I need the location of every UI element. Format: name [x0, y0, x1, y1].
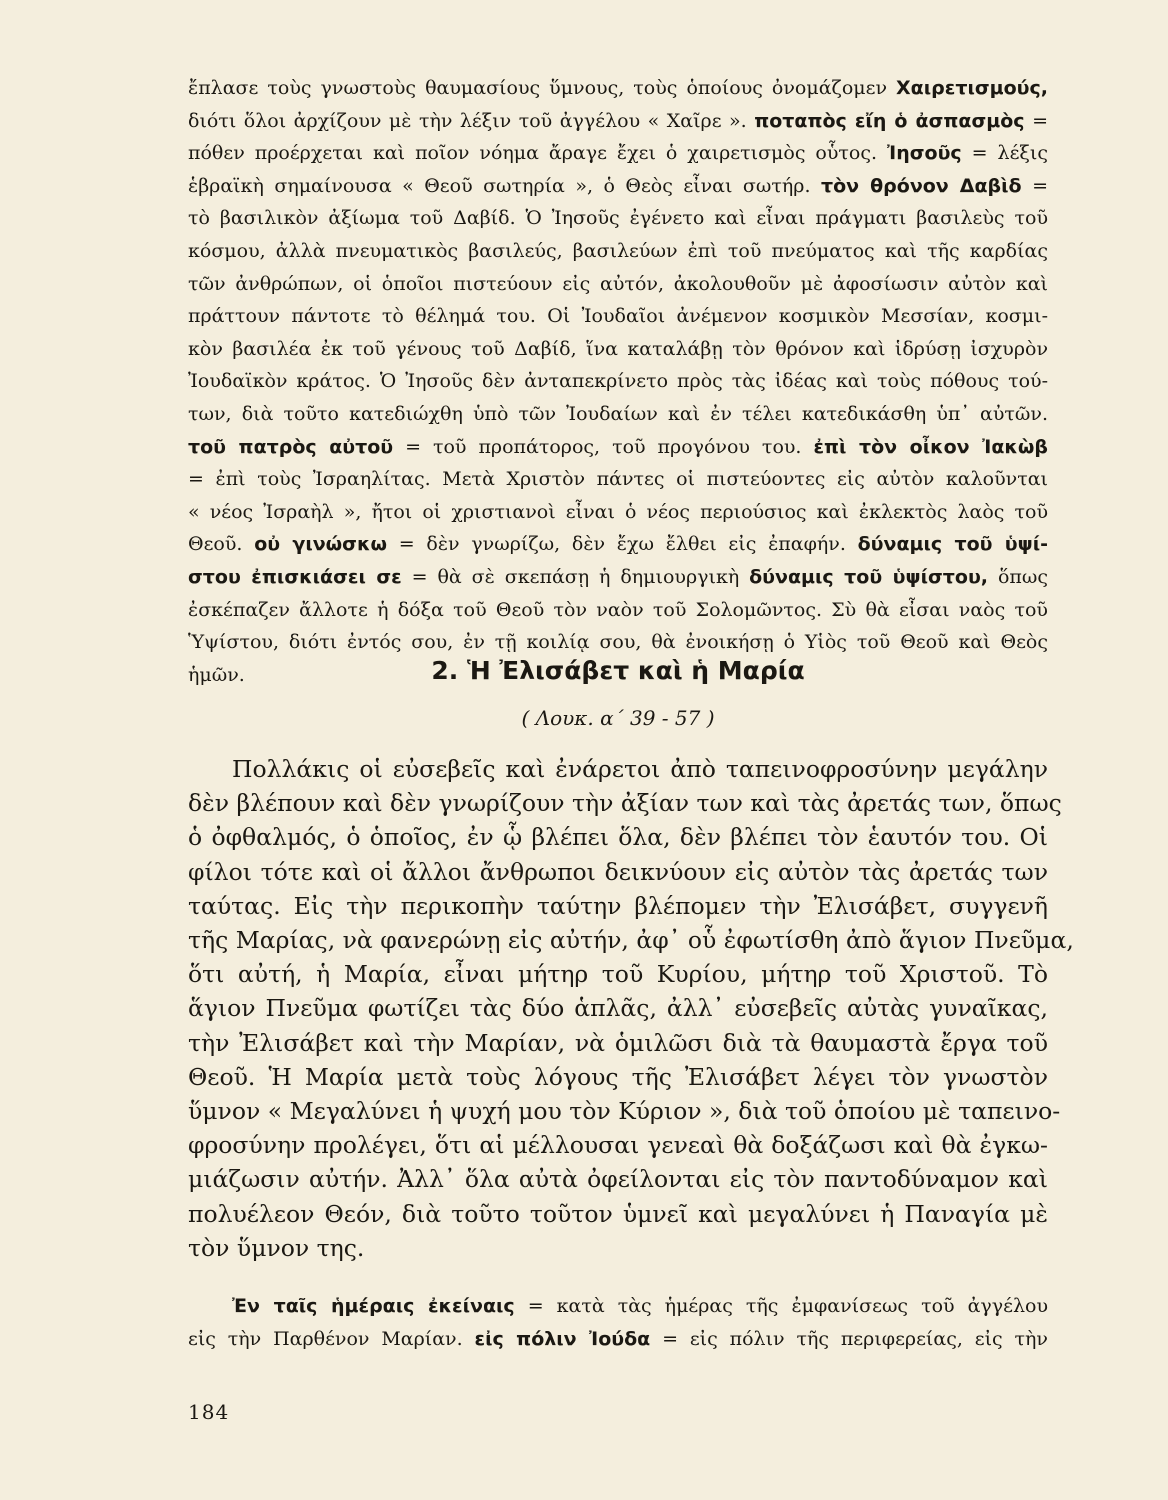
text-run: πολυέλεον Θεόν, διὰ τοῦτο τοῦτον ὑμνεῖ καὶ μεγαλύνει ἡ Παναγία μὲ [188, 1199, 1048, 1228]
text-line [188, 300, 1048, 333]
text-run: ἅγιον Πνεῦμα φωτίζει τὰς δύο ἁπλᾶς, ἀλλ᾽ εὐσεβεῖς αὐτὰς γυναῖκας, [188, 994, 1048, 1023]
text-run: Ὑψίστου, διότι ἐντός σου, ἐν τῇ κοιλίᾳ σου, θὰ ἐνοικήσῃ ὁ Υἱὸς τοῦ Θεοῦ καὶ Θεὸς [188, 631, 1048, 654]
text-run: μιάζωσιν αὐτήν. Ἀλλ᾽ ὅλα αὐτὰ ὀφείλονται εἰς τὸν παντοδύναμον καὶ [188, 1165, 1048, 1194]
lemma-term: Ἐν ταῖς ἡμέραις ἐκείναις [232, 1295, 515, 1317]
text-line [188, 855, 1048, 889]
text-run: δὲν βλέπουν καὶ δὲν γνωρίζουν τὴν ἀξίαν των καὶ τὰς ἀρετάς των, ὅπως [188, 789, 1062, 818]
text-run: ἔπλασε τοὺς γνωστοὺς θαυμασίους ὕμνους, τοὺς ὁποίους ὀνομάζομεν [188, 77, 897, 99]
text-run: = ἐπὶ τοὺς Ἰσραηλίτας. Μετὰ Χριστὸν πάντες οἱ πιστεύοντες εἰς αὐτὸν καλοῦνται [188, 468, 1048, 491]
commentary-body [188, 752, 1074, 1265]
text-line [188, 463, 1048, 496]
text-run: Θεοῦ. Ἡ Μαρία μετὰ τοὺς λόγους τῆς Ἐλισάβετ λέγει τὸν γνωστὸν [188, 1062, 1048, 1091]
text-run: πόθεν προέρχεται καὶ ποῖον νόημα ἄραγε ἔχει ὁ χαιρετισμὸς οὗτος. [188, 142, 888, 165]
text-run: ὕμνον « Μεγαλύνει ἡ ψυχή μου τὸν Κύριον », διὰ τοῦ ὁποίου μὲ ταπεινο- [188, 1097, 1061, 1126]
text-line [188, 752, 1048, 786]
text-line [188, 889, 1048, 923]
text-run: « νέος Ἰσραὴλ », ἤτοι οἱ χριστιανοὶ εἶναι ὁ νέος περιούσιος καὶ ἐκλεκτὸς λαὸς τοῦ [188, 500, 1048, 523]
lemma-term: Χαιρετισμούς, [896, 77, 1048, 99]
text-run: = δὲν γνωρίζω, δὲν ἔχω ἔλθει εἰς ἐπαφήν. [387, 533, 858, 556]
text-run: ταύτας. Εἰς τὴν περικοπὴν ταύτην βλέπομεν τὴν Ἐλισάβετ, συγγενῆ [188, 891, 1048, 920]
text-line [188, 1231, 1048, 1265]
lemma-term: εἰς πόλιν Ἰούδα [474, 1327, 651, 1350]
text-run: τὸν ὕμνον της. [188, 1233, 365, 1262]
lemma-term: δύναμις τοῦ ὑψίστου, [749, 565, 989, 588]
page-number: 184 [188, 1400, 230, 1424]
lemma-term: ποταπὸς εἴη ὁ ἀσπασμὸς [754, 109, 1025, 132]
notes-bottom [188, 1290, 1048, 1355]
text-run: ἐσκέπαζεν ἄλλοτε ἡ δόξα τοῦ Θεοῦ τὸν ναὸν τοῦ Σολομῶντος. Σὺ θὰ εἶσαι ναὸς τοῦ [188, 598, 1048, 621]
text-run: εἰς τὴν Παρθένον Μαρίαν. [188, 1327, 475, 1350]
text-line [188, 1060, 1048, 1094]
text-run: φίλοι τότε καὶ οἱ ἄλλοι ἄνθρωποι δεικνύουν εἰς αὐτὸν τὰς ἀρετάς των [188, 857, 1048, 886]
text-line [188, 957, 1048, 991]
text-run: φροσύνην προλέγει, ὅτι αἱ μέλλουσαι γενεαὶ θὰ δοξάζωσι καὶ θὰ ἐγκω- [188, 1131, 1048, 1160]
text-run: τῶν ἀνθρώπων, οἱ ὁποῖοι πιστεύουν εἰς αὐτόν, ἀκολουθοῦν μὲ ἀφοσίωσιν αὐτὸν καὶ [188, 272, 1048, 295]
text-run: Θεοῦ. [188, 533, 255, 556]
lemma-term: δύναμις τοῦ ὑψί- [857, 533, 1048, 556]
text-run: ὅτι αὐτή, ἡ Μαρία, εἶναι μήτηρ τοῦ Κυρίου, μήτηρ τοῦ Χριστοῦ. Τὸ [188, 960, 1048, 989]
text-line [188, 991, 1048, 1025]
text-run: τὸ βασιλικὸν ἀξίωμα τοῦ Δαβίδ. Ὁ Ἰησοῦς ἐγένετο καὶ εἶναι πράγματι βασιλεὺς τοῦ [188, 207, 1048, 230]
text-line [188, 561, 1048, 594]
section-title: 2. Ἡ Ἐλισάβετ καὶ ἡ Μαρία [431, 656, 805, 685]
text-run: = [1021, 174, 1048, 197]
text-line [188, 1323, 1048, 1356]
text-line [188, 398, 1048, 431]
text-run: = τοῦ προπάτορος, τοῦ προγόνου του. [393, 435, 814, 458]
text-line [188, 820, 1048, 854]
text-run: = [1024, 109, 1048, 132]
scripture-reference: ( Λουκ. α΄ 39 - 57 ) [521, 706, 715, 730]
text-line [188, 1197, 1048, 1231]
text-run: = εἰς πόλιν τῆς περιφερείας, εἰς τὴν [650, 1327, 1048, 1350]
text-line [188, 137, 1048, 170]
text-run: πράττουν πάντοτε τὸ θέλημά του. Οἱ Ἰουδαῖοι ἀνέμενον κοσμικὸν Μεσσίαν, κοσμι- [188, 305, 1048, 328]
text-run: ὁ ὀφθαλμός, ὁ ὁποῖος, ἐν ᾧ βλέπει ὅλα, δὲν βλέπει τὸν ἑαυτόν του. Οἱ [188, 823, 1048, 852]
lemma-term: ἐπὶ τὸν οἶκον Ἰακὼβ [813, 435, 1048, 458]
text-line [188, 1026, 1048, 1060]
text-run: = θὰ σὲ σκεπάσῃ ἡ δημιουργικὴ [401, 565, 750, 588]
text-run: = λέξις [961, 142, 1048, 165]
text-run: κόσμου, ἀλλὰ πνευματικὸς βασιλεύς, βασιλεύων ἐπὶ τοῦ πνεύματος καὶ τῆς καρδίας [188, 239, 1048, 262]
text-line [188, 431, 1048, 464]
text-run: = κατὰ τὰς ἡμέρας τῆς ἐμφανίσεως τοῦ ἀγγέλου [514, 1295, 1049, 1317]
text-run: ὅπως [988, 565, 1048, 588]
text-run: τὴν Ἐλισάβετ καὶ τὴν Μαρίαν, νὰ ὁμιλῶσι διὰ τὰ θαυμαστὰ ἔργα τοῦ [188, 1028, 1048, 1057]
text-line [188, 235, 1048, 268]
text-line [188, 1290, 1048, 1323]
lemma-term: τὸν θρόνον Δαβὶδ [820, 174, 1022, 197]
text-run: Πολλάκις οἱ εὐσεβεῖς καὶ ἐνάρετοι ἀπὸ ταπεινοφροσύνην μεγάλην [232, 755, 1048, 783]
text-line [188, 1128, 1048, 1162]
text-line [188, 594, 1048, 627]
text-line [188, 333, 1048, 366]
text-line [188, 365, 1048, 398]
lemma-term: στου ἐπισκιάσει σε [188, 565, 402, 588]
lemma-term: οὐ γινώσκω [254, 533, 387, 556]
text-line [188, 528, 1048, 561]
text-run: διότι ὅλοι ἀρχίζουν μὲ τὴν λέξιν τοῦ ἀγγέλου « Χαῖρε ». [188, 109, 755, 132]
text-run: τῆς Μαρίας, νὰ φανερώνῃ εἰς αὐτήν, ἀφ᾽ οὗ ἐφωτίσθη ἀπὸ ἅγιον Πνεῦμα, [188, 926, 1074, 955]
notes-top [188, 72, 1048, 691]
text-line [188, 1094, 1061, 1128]
text-line [188, 923, 1074, 957]
text-run: των, διὰ τοῦτο κατεδιώχθη ὑπὸ τῶν Ἰουδαίων καὶ ἐν τέλει κατεδικάσθη ὑπ᾽ αὐτῶν. [188, 402, 1048, 425]
text-line [188, 268, 1048, 301]
text-run: ἡμῶν. [188, 663, 245, 686]
text-run: ἑβραϊκὴ σημαίνουσα « Θεοῦ σωτηρία », ὁ Θεὸς εἶναι σωτήρ. [188, 174, 821, 197]
text-line [188, 496, 1048, 529]
lemma-term: τοῦ πατρὸς αὐτοῦ [188, 435, 394, 458]
text-line [188, 72, 1048, 105]
text-run: κὸν βασιλέα ἐκ τοῦ γένους τοῦ Δαβίδ, ἵνα καταλάβῃ τὸν θρόνον καὶ ἱδρύσῃ ἰσχυρὸν [188, 337, 1048, 360]
text-line [188, 626, 1048, 659]
text-line [188, 786, 1062, 820]
text-line [188, 170, 1048, 203]
text-line [188, 105, 1048, 138]
text-run: Ἰουδαϊκὸν κράτος. Ὁ Ἰησοῦς δὲν ἀνταπεκρίνετο πρὸς τὰς ἰδέας καὶ τοὺς πόθους τού- [188, 370, 1048, 393]
text-line [188, 1162, 1048, 1196]
text-line [188, 202, 1048, 235]
lemma-term: Ἰησοῦς [887, 142, 962, 165]
